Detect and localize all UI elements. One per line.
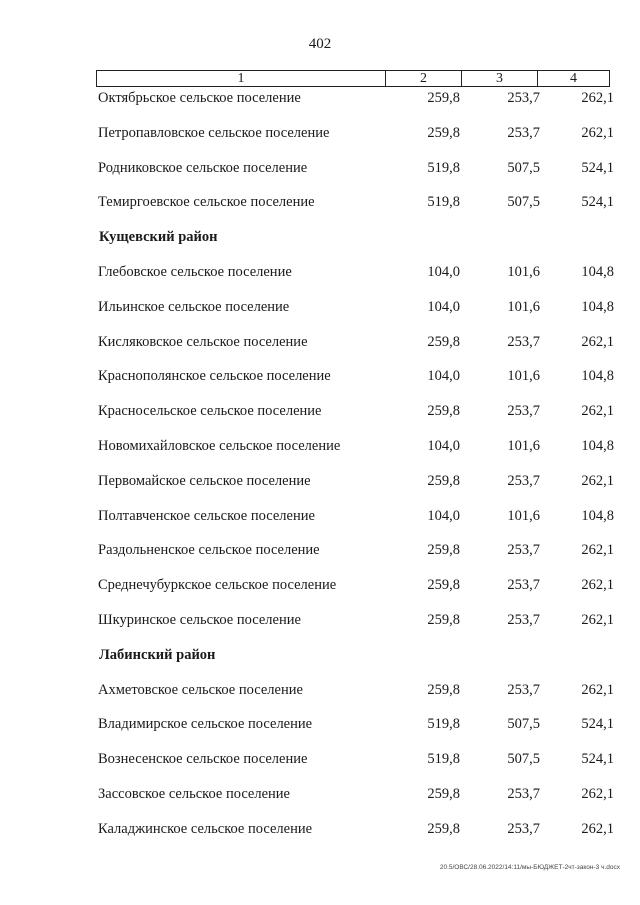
value-col-3: 253,7	[507, 577, 540, 594]
value-col-2: 519,8	[427, 159, 460, 176]
table-body	[0, 86, 640, 852]
value-col-2: 259,8	[427, 542, 460, 559]
district-name: Кущевский район	[99, 229, 218, 246]
value-col-2: 519,8	[427, 716, 460, 733]
table-row	[0, 86, 640, 121]
value-col-2: 259,8	[427, 403, 460, 420]
table-row	[0, 260, 640, 295]
value-col-3: 253,7	[507, 681, 540, 698]
district-heading-row	[0, 225, 640, 260]
table-header	[96, 70, 610, 87]
header-col-2: 2	[385, 71, 461, 86]
value-col-3: 253,7	[507, 403, 540, 420]
settlement-name: Красносельское сельское поселение	[98, 403, 322, 420]
settlement-name: Владимирское сельское поселение	[98, 716, 313, 733]
value-col-4: 104,8	[581, 437, 614, 454]
header-col-1: 1	[237, 71, 245, 86]
value-col-4: 262,1	[581, 681, 614, 698]
value-col-4: 104,8	[581, 507, 614, 524]
settlement-name: Родниковское сельское поселение	[98, 159, 308, 176]
table-row	[0, 504, 640, 539]
settlement-name: Раздольненское сельское поселение	[98, 542, 320, 559]
value-col-4: 262,1	[581, 820, 614, 837]
settlement-name: Октябрьское сельское поселение	[98, 90, 301, 106]
page-number: 402	[308, 36, 332, 52]
value-col-3: 253,7	[507, 472, 540, 489]
value-col-4: 524,1	[581, 751, 614, 768]
value-col-4: 262,1	[581, 90, 614, 106]
value-col-4: 524,1	[581, 194, 614, 211]
table-row	[0, 678, 640, 713]
value-col-2: 519,8	[427, 194, 460, 211]
value-col-3: 101,6	[507, 437, 540, 454]
table-row	[0, 156, 640, 191]
settlement-name: Каладжинское сельское поселение	[98, 820, 313, 837]
value-col-4: 262,1	[581, 542, 614, 559]
table-row	[0, 434, 640, 469]
value-col-3: 101,6	[507, 507, 540, 524]
value-col-3: 253,7	[507, 611, 540, 628]
value-col-2: 104,0	[427, 263, 460, 280]
value-col-2: 104,0	[427, 507, 460, 524]
table-row	[0, 817, 640, 852]
settlement-name: Глебовское сельское поселение	[98, 263, 292, 280]
value-col-2: 259,8	[427, 577, 460, 594]
district-heading-row	[0, 643, 640, 678]
settlement-name: Зассовское сельское поселение	[98, 785, 290, 802]
settlement-name: Ильинское сельское поселение	[98, 298, 290, 315]
settlement-name: Полтавченское сельское поселение	[98, 507, 315, 524]
value-col-4: 524,1	[581, 716, 614, 733]
value-col-4: 262,1	[581, 785, 614, 802]
value-col-3: 507,5	[507, 159, 540, 176]
value-col-3: 101,6	[507, 298, 540, 315]
table-row	[0, 364, 640, 399]
header-col-4: 4	[537, 71, 609, 86]
value-col-3: 507,5	[507, 716, 540, 733]
value-col-2: 104,0	[427, 437, 460, 454]
settlement-name: Новомихайловское сельское поселение	[98, 437, 341, 454]
value-col-4: 262,1	[581, 611, 614, 628]
value-col-3: 253,7	[507, 820, 540, 837]
table-row	[0, 330, 640, 365]
value-col-3: 253,7	[507, 542, 540, 559]
value-col-2: 104,0	[427, 368, 460, 385]
table-row	[0, 712, 640, 747]
value-col-3: 253,7	[507, 90, 540, 106]
table-row	[0, 295, 640, 330]
value-col-4: 104,8	[581, 263, 614, 280]
settlement-name: Ахметовское сельское поселение	[98, 681, 303, 698]
value-col-3: 101,6	[507, 368, 540, 385]
value-col-2: 259,8	[427, 124, 460, 141]
value-col-2: 259,8	[427, 472, 460, 489]
document-footer: 20.5/ОВС/28.06.2022/14:11/мы-БЮДЖЕТ-2чт-закон-3 ч.docx	[439, 864, 620, 871]
value-col-3: 253,7	[507, 785, 540, 802]
value-col-2: 104,0	[427, 298, 460, 315]
value-col-4: 262,1	[581, 124, 614, 141]
table-row	[0, 190, 640, 225]
value-col-3: 101,6	[507, 263, 540, 280]
value-col-3: 253,7	[507, 333, 540, 350]
value-col-4: 262,1	[581, 333, 614, 350]
value-col-2: 259,8	[427, 90, 460, 106]
settlement-name: Первомайское сельское поселение	[98, 472, 311, 489]
district-name: Лабинский район	[99, 646, 216, 663]
table-row	[0, 608, 640, 643]
table-row	[0, 782, 640, 817]
table-row	[0, 399, 640, 434]
table-row	[0, 121, 640, 156]
value-col-2: 259,8	[427, 820, 460, 837]
settlement-name: Среднечубуркское сельское поселение	[98, 577, 337, 594]
value-col-2: 519,8	[427, 751, 460, 768]
settlement-name: Краснополянское сельское поселение	[98, 368, 331, 385]
value-col-2: 259,8	[427, 681, 460, 698]
value-col-2: 259,8	[427, 611, 460, 628]
settlement-name: Темиргоевское сельское поселение	[98, 194, 315, 211]
table-row	[0, 469, 640, 504]
value-col-4: 104,8	[581, 298, 614, 315]
value-col-2: 259,8	[427, 785, 460, 802]
table-row	[0, 747, 640, 782]
value-col-4: 524,1	[581, 159, 614, 176]
header-col-3: 3	[461, 71, 537, 86]
value-col-2: 259,8	[427, 333, 460, 350]
value-col-4: 262,1	[581, 472, 614, 489]
value-col-3: 507,5	[507, 751, 540, 768]
settlement-name: Кисляковское сельское поселение	[98, 333, 308, 350]
table-row	[0, 573, 640, 608]
settlement-name: Петропавловское сельское поселение	[98, 124, 330, 141]
settlement-name: Шкуринское сельское поселение	[98, 611, 301, 628]
settlement-name: Вознесенское сельское поселение	[98, 751, 308, 768]
value-col-4: 262,1	[581, 403, 614, 420]
value-col-4: 104,8	[581, 368, 614, 385]
table-row	[0, 538, 640, 573]
value-col-3: 253,7	[507, 124, 540, 141]
value-col-3: 507,5	[507, 194, 540, 211]
value-col-4: 262,1	[581, 577, 614, 594]
